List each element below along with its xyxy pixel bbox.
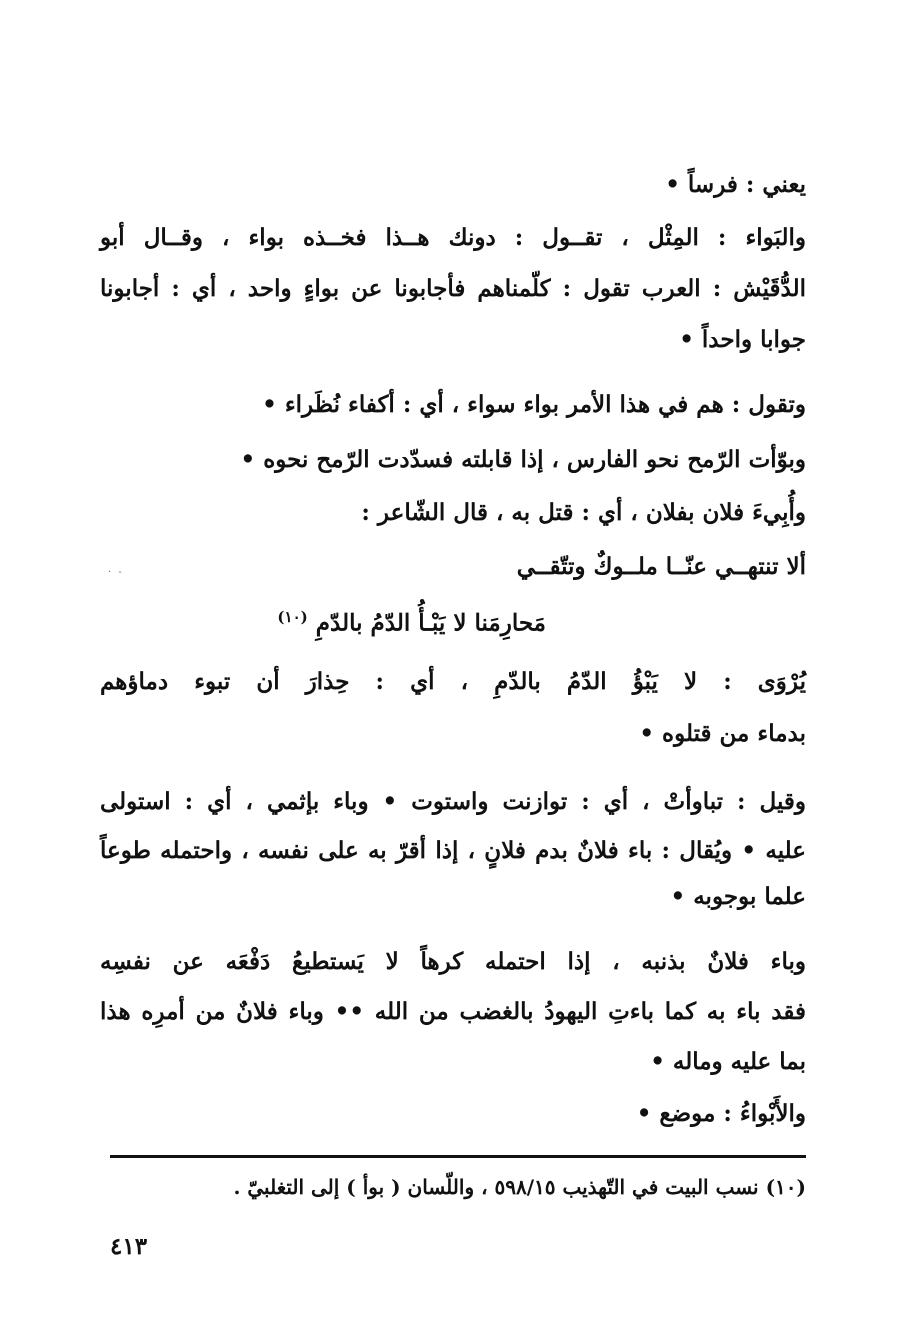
verse-line-2-text: مَحارِمَنا لا يَبْـأُ الدّمُ بالدّمِ [315, 609, 546, 637]
text-line-16: والأَبْواءُ : موضع • [636, 1100, 806, 1127]
text-line-7: وأُبِيءَ فلان بفلان ، أي : قتل به ، قال الشّاعر : [361, 499, 806, 526]
text-line-11: عليه • ويُقال : باء فلانٌ بدم فلانٍ ، إذا أقرّ به على نفسه ، واحتمله طوعاً [100, 837, 806, 864]
text-line-10: وقيل : تباوأتْ ، أي : توازنت واستوت • وباء بإثمي ، أي : استولى [100, 788, 806, 815]
verse-line-2 [277, 600, 546, 641]
text-line-3: الدُّقَيْش : العرب تقول : كلّمناهم فأجابونا عن بواءٍ واحد ، أي : أجابونا [100, 275, 806, 302]
text-line-5: وتقول : هم في هذا الأمر بواء سواء ، أي : أكفاء نُظَراء • [262, 391, 806, 418]
text-line-2: والبَواء : المِثْل ، تقــول : دونك هــذا فخــذه بواء ، وقــال أبو [100, 224, 806, 251]
text-line-12: علما بوجوبه • [670, 883, 806, 910]
text-line-15: بما عليه وماله • [650, 1048, 806, 1075]
text-line-6: وبوّأت الرّمح نحو الفارس ، إذا قابلته فسدّدت الرّمح نحوه • [240, 446, 806, 473]
text-line-9: بدماء من قتلوه • [639, 720, 806, 747]
text-line-4: جوابا واحداً • [679, 326, 806, 353]
verse-line-1: ألا تنتهــي عنّــا ملــوكٌ وتتّقــي [516, 553, 806, 580]
footnote-separator [110, 1155, 806, 1158]
footnote: (١٠) نسب البيت في التّهذيب ٥٩٨/١٥ ، واللّسان ( بوأ ) إلى التغلبيّ . [233, 1175, 806, 1199]
text-line-1: يعني : فرساً • [665, 171, 806, 198]
text-line-13: وباء فلانٌ بذنبه ، إذا احتمله كرهاً لا يَستطيعُ دَفْعَه عن نفسِه [100, 948, 806, 975]
page-number: ٤١٣ [110, 1233, 148, 1260]
print-speck: · - [108, 567, 124, 578]
text-line-8: يُرْوَى : لا يَبْؤُ الدّمُ بالدّمِ ، أي : حِذارَ أن تبوء دماؤهم [100, 668, 806, 695]
footnote-marker: (١٠) [277, 608, 308, 626]
text-line-14: فقد باء به كما باءتِ اليهودُ بالغضب من الله •• وباء فلانٌ من أمرِه هذا [100, 998, 806, 1025]
